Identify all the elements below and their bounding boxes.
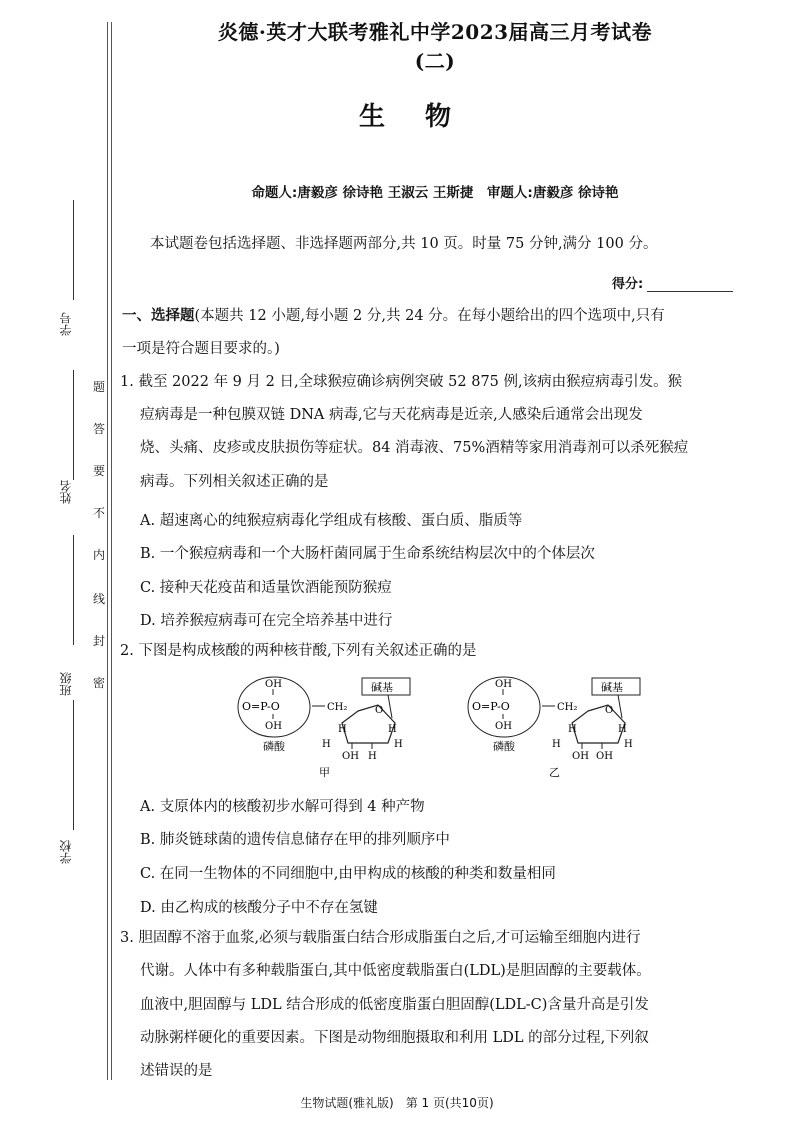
jia-oh-top: OH <box>265 679 282 690</box>
yi-o: O <box>605 705 614 716</box>
nucleotide-figure <box>230 673 650 783</box>
student-no-line <box>73 200 74 300</box>
school-label: 学校 <box>59 840 73 864</box>
q1-option-b: B. 一个猴痘病毒和一个大肠杆菌同属于生命系统结构层次中的个体层次 <box>140 546 595 562</box>
yi-p-line: O=P-O <box>472 700 510 713</box>
seal-char: 答 <box>92 422 105 436</box>
exam-intro: 本试题卷包括选择题、非选择题两部分,共 10 页。时量 75 分钟,满分 100 分。 <box>150 236 658 252</box>
class-label: 班级 <box>59 672 73 696</box>
class-line <box>73 535 74 645</box>
yi-oh-bottom: OH <box>495 721 512 732</box>
school-line <box>73 700 74 830</box>
seal-char: 密 <box>92 676 105 690</box>
jia-ch2: CH₂ <box>327 702 348 713</box>
q2-option-d: D. 由乙构成的核酸分子中不存在氢键 <box>140 900 378 916</box>
yi-h: H <box>552 739 561 750</box>
yi-ch2: CH₂ <box>557 702 578 713</box>
q3-line: 述错误的是 <box>140 1063 213 1079</box>
q1-line: 烧、头痛、皮疹或皮肤损伤等症状。84 消毒液、75%酒精等家用消毒剂可以杀死猴痘 <box>140 440 689 456</box>
jia-phosphate-label: 磷酸 <box>263 740 285 753</box>
jia-oh-sugar: OH <box>342 751 359 762</box>
q3-line: 动脉粥样硬化的重要因素。下图是动物细胞摄取和利用 LDL 的部分过程,下列叙 <box>140 1030 649 1046</box>
seal-char: 线 <box>92 592 105 606</box>
yi-oh-sugar: OH <box>596 751 613 762</box>
section-heading <box>122 308 665 324</box>
q1-option-a: A. 超速离心的纯猴痘病毒化学组成有核酸、蛋白质、脂质等 <box>140 513 523 529</box>
seal-char: 内 <box>92 548 105 562</box>
name-label: 姓名 <box>59 480 73 504</box>
jia-h: H <box>368 751 377 762</box>
score-label: 得分: <box>612 277 644 292</box>
jia-o: O <box>375 705 384 716</box>
yi-oh-top: OH <box>495 679 512 690</box>
score-field <box>612 273 733 292</box>
seal-char: 不 <box>92 506 105 520</box>
yi-oh-sugar: OH <box>572 751 589 762</box>
section-desc-1: (本题共 12 小题,每小题 2 分,共 24 分。在每小题给出的四个选项中,只有 <box>194 308 665 324</box>
jia-h: H <box>322 739 331 750</box>
yi-base-label: 碱基 <box>601 681 623 694</box>
authors-line: 命题人:唐毅彦 徐诗艳 王淑云 王斯捷 审题人:唐毅彦 徐诗艳 <box>251 185 619 201</box>
q2-option-a: A. 支原体内的核酸初步水解可得到 4 种产物 <box>140 799 425 815</box>
yi-phosphate-label: 磷酸 <box>493 740 515 753</box>
page-footer: 生物试题(雅礼版) 第 1 页(共10页) <box>300 1096 494 1110</box>
binding-line-inner <box>111 22 112 1080</box>
label-yi: 乙 <box>549 766 560 779</box>
score-blank[interactable] <box>647 279 733 292</box>
jia-base-label: 碱基 <box>371 681 393 694</box>
seal-char: 要 <box>92 464 105 478</box>
yi-h: H <box>618 724 627 735</box>
seal-char: 题 <box>92 380 105 394</box>
section-heading-label: 一、选择题 <box>122 308 195 324</box>
q1-option-d: D. 培养猴痘病毒可在完全培养基中进行 <box>140 613 393 629</box>
q1-option-c: C. 接种天花疫苗和适量饮酒能预防猴痘 <box>140 580 392 596</box>
q1-line: 1. 截至 2022 年 9 月 2 日,全球猴痘确诊病例突破 52 875 例,该病由猴痘病毒引发。猴 <box>120 374 683 390</box>
nucleotide-yi <box>468 677 640 779</box>
q1-line: 病毒。下列相关叙述正确的是 <box>140 474 329 490</box>
seal-char: 封 <box>92 634 105 648</box>
q3-line: 代谢。人体中有多种载脂蛋白,其中低密度载脂蛋白(LDL)是胆固醇的主要载体。 <box>140 963 651 979</box>
q2-option-b: B. 肺炎链球菌的遗传信息储存在甲的排列顺序中 <box>140 832 450 848</box>
jia-h: H <box>338 724 347 735</box>
jia-p-line: O=P-O <box>242 700 280 713</box>
label-jia: 甲 <box>319 766 330 779</box>
binding-line-outer <box>107 22 108 1080</box>
yi-h: H <box>624 739 633 750</box>
name-line <box>73 370 74 480</box>
jia-oh-bottom: OH <box>265 721 282 732</box>
section-desc-2: 一项是符合题目要求的。) <box>122 341 280 357</box>
yi-h: H <box>568 724 577 735</box>
q2-stem: 2. 下图是构成核酸的两种核苷酸,下列有关叙述正确的是 <box>120 643 477 659</box>
subject-title: 生物 <box>358 102 491 132</box>
student-no-label: 学号 <box>59 312 73 336</box>
nucleotide-jia <box>238 677 410 779</box>
q1-line: 痘病毒是一种包膜双链 DNA 病毒,它与天花病毒是近亲,人感染后通常会出现发 <box>140 407 643 423</box>
jia-h: H <box>388 724 397 735</box>
q3-line: 血液中,胆固醇与 LDL 结合形成的低密度脂蛋白胆固醇(LDL-C)含量升高是引发 <box>140 997 649 1013</box>
jia-h: H <box>394 739 403 750</box>
exam-title: 炎德·英才大联考雅礼中学2023届高三月考试卷(二) <box>217 20 653 73</box>
q3-line: 3. 胆固醇不溶于血浆,必须与载脂蛋白结合形成脂蛋白之后,才可运输至细胞内进行 <box>120 930 641 946</box>
q2-option-c: C. 在同一生物体的不同细胞中,由甲构成的核酸的种类和数量相同 <box>140 866 556 882</box>
